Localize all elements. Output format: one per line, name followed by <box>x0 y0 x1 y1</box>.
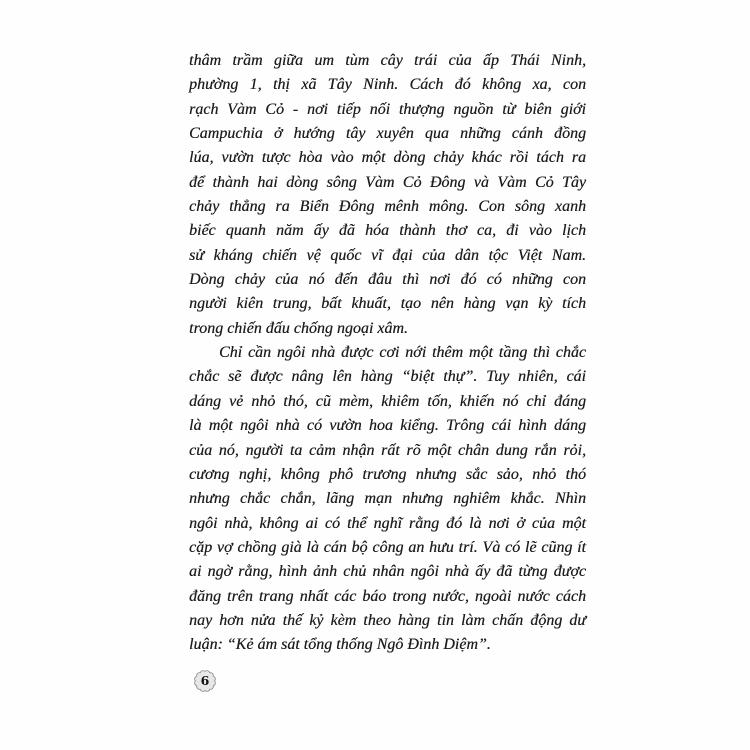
text-line: chắc sẽ được nâng lên hàng “biệt thự”. Tuy nhiên, cái <box>189 368 586 386</box>
text-line: sử kháng chiến vệ quốc vĩ đại của dân tộc Việt Nam. <box>189 246 586 264</box>
text-line: biếc quanh năm ấy đã hóa thành thơ ca, đi vào lịch <box>189 222 586 240</box>
text-line: người kiên trung, bất khuất, tạo nên hàng vạn kỳ tích <box>189 295 586 313</box>
text-line: nay hơn nửa thế kỷ kèm theo hàng tin làm chấn động dư <box>189 611 586 629</box>
text-line: để thành hai dòng sông Vàm Cỏ Đông và Vàm Cỏ Tây <box>189 173 586 191</box>
text-line: cặp vợ chồng già là cán bộ công an hưu trí. Và có lẽ cũng ít <box>189 538 586 556</box>
page-text <box>189 49 586 658</box>
text-line: nhưng chắc chắn, lãng mạn nhưng nghiêm khắc. Nhìn <box>189 490 586 508</box>
text-line: đăng trên trang nhất các báo trong nước, ngoài nước cách <box>189 587 586 605</box>
paragraph-1 <box>189 49 586 341</box>
text-line: ngôi nhà, không ai có thể nghĩ rằng đó là nơi ở của một <box>189 514 586 532</box>
text-line: là một ngôi nhà có vườn hoa kiểng. Trông cái hình dáng <box>189 417 586 435</box>
text-line: Dòng chảy của nó đến đâu thì nơi đó có những con <box>189 271 586 289</box>
text-line: dáng vẻ nhỏ thó, cũ mèm, khiêm tốn, khiến nó chỉ đáng <box>189 392 586 410</box>
page-number-badge <box>192 668 218 694</box>
text-line: rạch Vàm Cỏ - nơi tiếp nối thượng nguồn từ biên giới <box>189 100 586 118</box>
text-line: lúa, vườn tược hòa vào một dòng chảy khác rồi tách ra <box>189 149 586 167</box>
text-line: thâm trầm giữa um tùm cây trái của ấp Thái Ninh, <box>189 52 586 69</box>
text-line: cương nghị, không phô trương nhưng sắc sảo, nhỏ thó <box>189 465 586 483</box>
text-line: chảy thẳng ra Biển Đông mênh mông. Con sông xanh <box>189 198 586 216</box>
text-line: phường 1, thị xã Tây Ninh. Cách đó không xa, con <box>189 76 586 94</box>
text-line: Campuchia ở hướng tây xuyên qua những cánh đồng <box>189 125 586 143</box>
text-line: của nó, người ta cảm nhận rất rõ một chân dung rắn rỏi, <box>189 441 586 459</box>
text-line: ai ngờ rằng, hình ảnh chủ nhân ngôi nhà ấy đã từng được <box>189 563 586 581</box>
text-line: Chỉ cần ngôi nhà được cơi nới thêm một tầng thì chắc <box>219 344 586 362</box>
text-line: trong chiến đấu chống ngoại xâm. <box>189 319 408 337</box>
page-number: 6 <box>200 673 210 688</box>
text-line: luận: “Kẻ ám sát tổng thống Ngô Đình Diệm”. <box>189 636 491 654</box>
paragraph-2 <box>189 341 586 657</box>
